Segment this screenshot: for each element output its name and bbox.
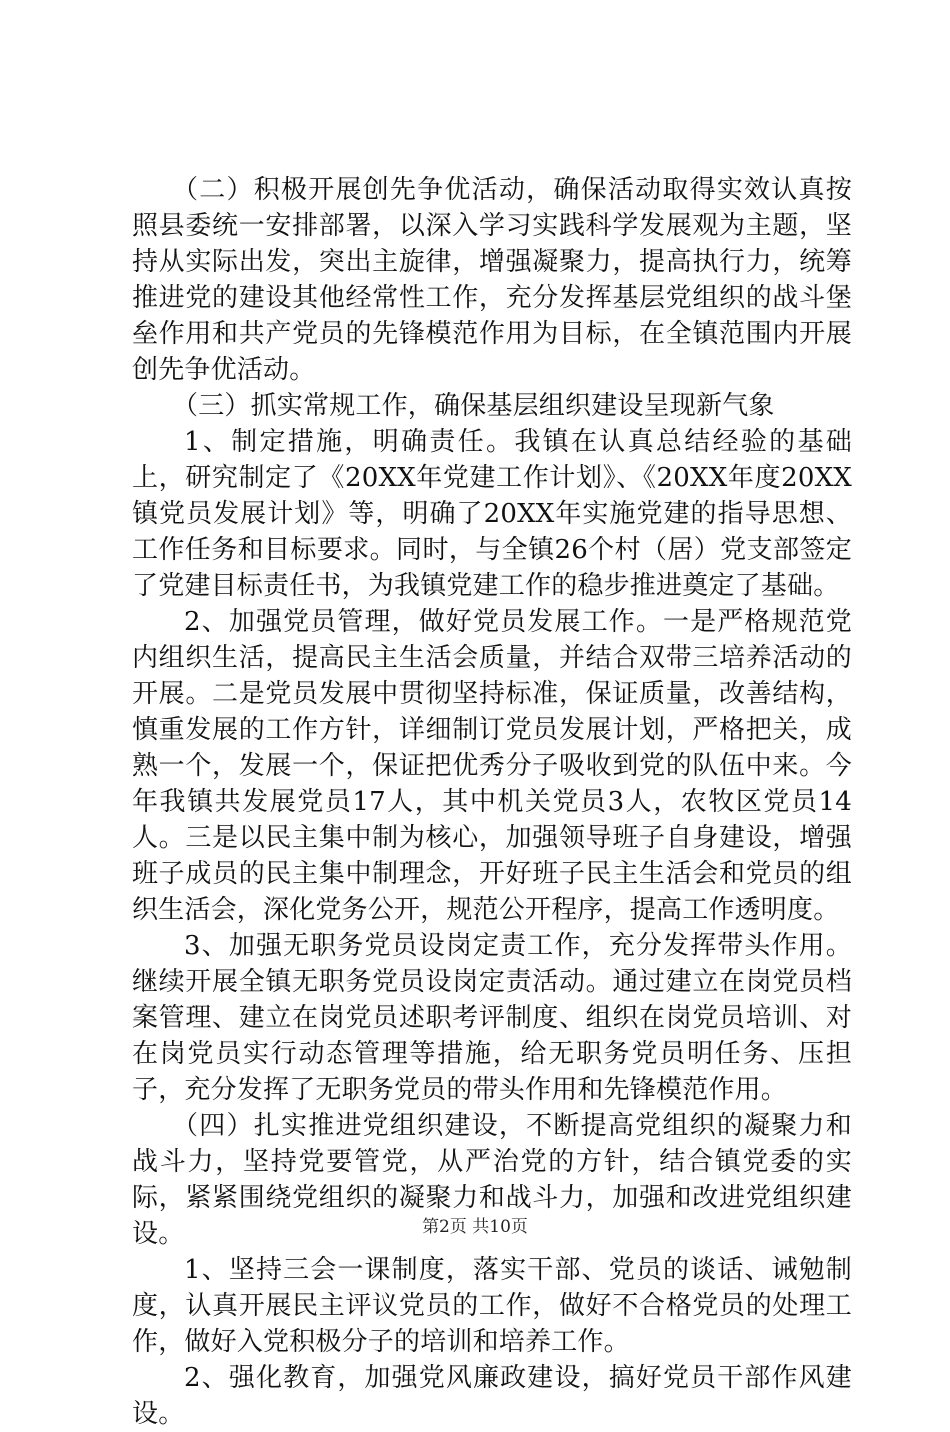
- document-body: [132, 172, 852, 1432]
- paragraph-section-4-item-1: 1、坚持三会一课制度，落实干部、党员的谈话、诫勉制度，认真开展民主评议党员的工作，做好不合格党员的处理工作，做好入党积极分子的培训和培养工作。: [132, 1255, 852, 1357]
- paragraph-item-2: 2、加强党员管理，做好党员发展工作。一是严格规范党内组织生活，提高民主生活会质量，并结合双带三培养活动的开展。二是党员发展中贯彻坚持标准，保证质量，改善结构，慎重发展的工作方针，详细制订党员发展计划，严格把关，成熟一个，发展一个，保证把优秀分子吸收到党的队伍中来。今年我镇共发展党员17人，其中机关党员3人，农牧区党员14人。三是以民主集中制为核心，加强领导班子自身建设，增强班子成员的民主集中制理念，开好班子民主生活会和党员的组织生活会，深化党务公开，规范公开程序，提高工作透明度。: [132, 607, 852, 925]
- paragraph-item-1: 1、制定措施，明确责任。我镇在认真总结经验的基础上，研究制定了《20XX年党建工作计划》、《20XX年度20XX镇党员发展计划》等，明确了20XX年实施党建的指导思想、工作任务和目标要求。同时，与全镇26个村（居）党支部签定了党建目标责任书，为我镇党建工作的稳步推进奠定了基础。: [132, 427, 852, 601]
- page-number-footer: 第2页 共10页: [422, 1217, 528, 1237]
- paragraph-section-4-item-2: 2、强化教育，加强党风廉政建设，搞好党员干部作风建设。: [132, 1363, 852, 1429]
- paragraph-section-3-heading: （三）抓实常规工作，确保基层组织建设呈现新气象: [172, 391, 775, 421]
- paragraph-section-2: （二）积极开展创先争优活动，确保活动取得实效认真按照县委统一安排部署，以深入学习实践科学发展观为主题，坚持从实际出发，突出主旋律，增强凝聚力，提高执行力，统筹推进党的建设其他经常性工作，充分发挥基层党组织的战斗堡垒作用和共产党员的先锋模范作用为目标，在全镇范围内开展创先争优活动。: [132, 175, 852, 385]
- paragraph-section-4: （四）扎实推进党组织建设，不断提高党组织的凝聚力和战斗力，坚持党要管党，从严治党的方针，结合镇党委的实际，紧紧围绕党组织的凝聚力和战斗力，加强和改进党组织建设。: [132, 1111, 852, 1249]
- paragraph-item-3: 3、加强无职务党员设岗定责工作，充分发挥带头作用。继续开展全镇无职务党员设岗定责活动。通过建立在岗党员档案管理、建立在岗党员述职考评制度、组织在岗党员培训、对在岗党员实行动态管理等措施，给无职务党员明任务、压担子，充分发挥了无职务党员的带头作用和先锋模范作用。: [132, 931, 852, 1105]
